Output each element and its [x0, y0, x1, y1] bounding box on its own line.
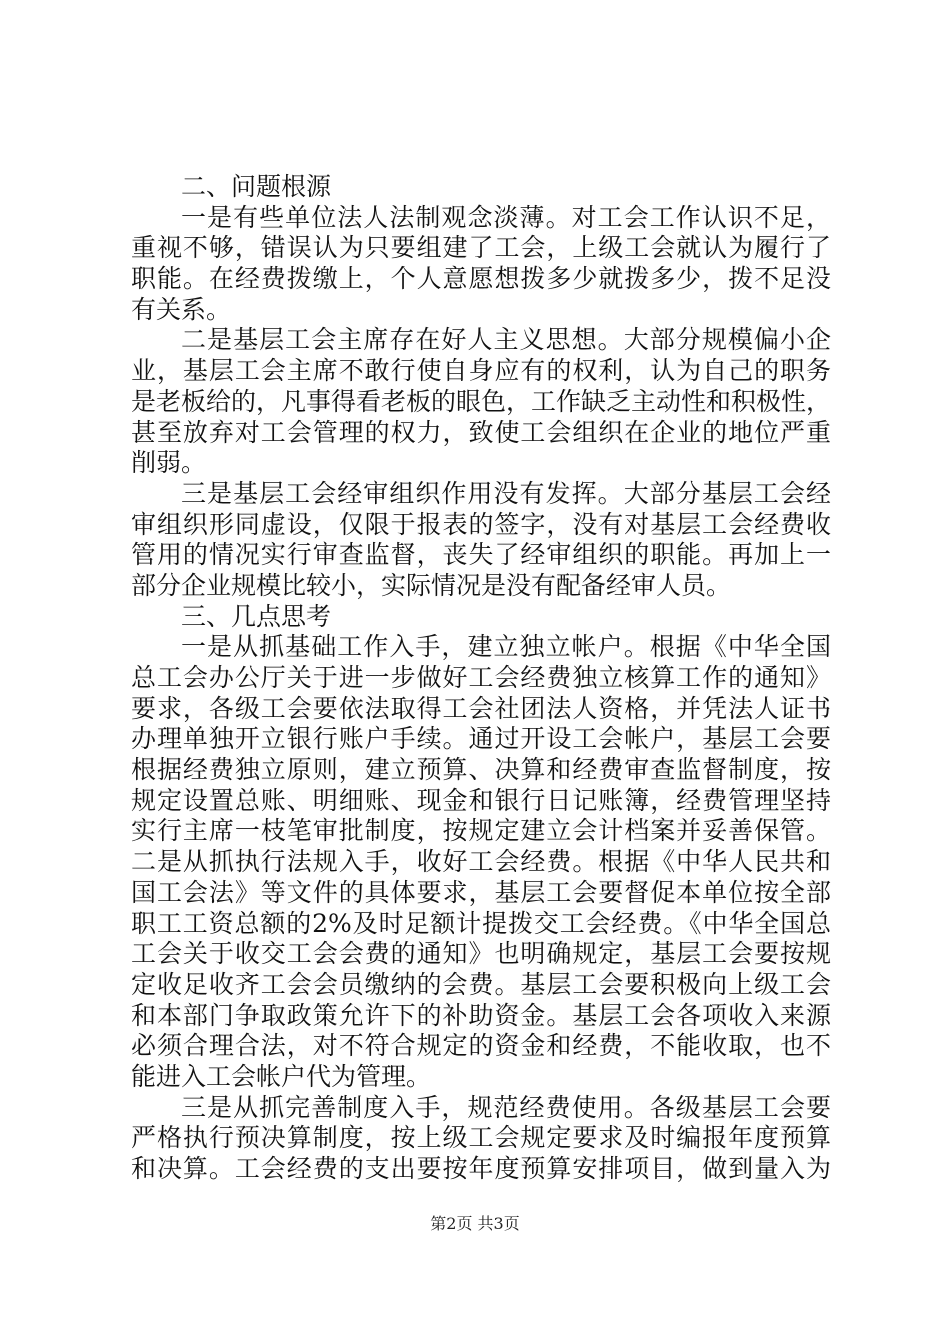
text-line: 二是从抓执行法规入手，收好工会经费。根据《中华人民共和: [131, 847, 831, 877]
text-line: 定收足收齐工会会员缴纳的会费。基层工会要积极向上级工会: [131, 969, 831, 999]
text-line: 要求，各级工会要依法取得工会社团法人资格，并凭法人证书: [131, 693, 831, 723]
text-line: 一是从抓基础工作入手，建立独立帐户。根据《中华全国: [181, 632, 831, 662]
text-line: 总工会办公厅关于进一步做好工会经费独立核算工作的通知》: [131, 663, 831, 692]
text-line: 三是从抓完善制度入手，规范经费使用。各级基层工会要: [181, 1092, 831, 1122]
text-line: 必须合理合法，对不符合规定的资金和经费，不能收取，也不: [131, 1031, 831, 1061]
text-line: 一是有些单位法人法制观念淡薄。对工会工作认识不足，: [181, 202, 831, 232]
document-body: [131, 172, 831, 1185]
page-footer: 第2页 共3页: [430, 1214, 520, 1233]
text-line: 三、几点思考: [181, 601, 332, 631]
text-line: 职工工资总额的2%及时足额计提拨交工会经费。《中华全国总: [131, 908, 831, 938]
text-line: 和决算。工会经费的支出要按年度预算安排项目，做到量入为: [131, 1154, 831, 1183]
text-line: 实行主席一枝笔审批制度，按规定建立会计档案并妥善保管。: [131, 816, 831, 846]
text-line: 国工会法》等文件的具体要求，基层工会要督促本单位按全部: [131, 877, 831, 907]
text-line: 甚至放弃对工会管理的权力，致使工会组织在企业的地位严重: [131, 417, 831, 447]
text-line: 重视不够，错误认为只要组建了工会，上级工会就认为履行了: [131, 233, 831, 263]
text-line: 业，基层工会主席不敢行使自身应有的权利，认为自己的职务: [131, 356, 831, 386]
text-line: 有关系。: [131, 294, 232, 324]
text-line: 二、问题根源: [181, 172, 332, 201]
text-line: 办理单独开立银行账户手续。通过开设工会帐户，基层工会要: [131, 724, 831, 754]
text-line: 管用的情况实行审查监督，丧失了经审组织的职能。再加上一: [131, 540, 831, 570]
text-line: 职能。在经费拨缴上，个人意愿想拨多少就拨多少，拨不足没: [131, 264, 831, 294]
text-line: 削弱。: [131, 448, 207, 478]
text-line: 根据经费独立原则，建立预算、决算和经费审查监督制度，按: [131, 755, 831, 785]
text-line: 部分企业规模比较小，实际情况是没有配备经审人员。: [131, 570, 732, 600]
text-line: 审组织形同虚设，仅限于报表的签字，没有对基层工会经费收: [131, 509, 831, 539]
text-line: 规定设置总账、明细账、现金和银行日记账簿，经费管理坚持: [131, 785, 831, 815]
text-line: 能进入工会帐户代为管理。: [131, 1061, 432, 1091]
text-line: 三是基层工会经审组织作用没有发挥。大部分基层工会经: [181, 478, 831, 508]
text-line: 二是基层工会主席存在好人主义思想。大部分规模偏小企: [181, 325, 831, 355]
text-line: 严格执行预决算制度，按上级工会规定要求及时编报年度预算: [131, 1123, 831, 1153]
text-line: 工会关于收交工会会费的通知》也明确规定，基层工会要按规: [131, 939, 831, 969]
text-line: 是老板给的，凡事得看老板的眼色，工作缺乏主动性和积极性，: [131, 386, 831, 416]
text-line: 和本部门争取政策允许下的补助资金。基层工会各项收入来源: [131, 1000, 831, 1030]
